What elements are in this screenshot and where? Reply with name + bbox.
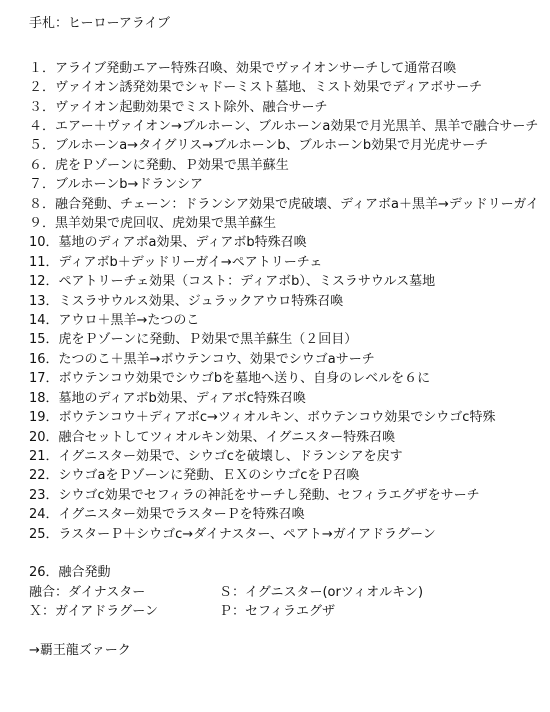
board-pendulum: Ｐ：セフィラエグザ [219, 604, 335, 620]
step-7: ７．ブルホーンb→ドランシア [29, 177, 204, 193]
step-26: 26．融合発動 [29, 565, 111, 581]
step-21: 21．イグニスター効果で、シウゴcを破壊し、ドランシアを戻す [29, 448, 403, 464]
step-10: 10．墓地のディアボa効果、ディアボb特殊召喚 [29, 235, 307, 251]
step-6: ６．虎をＰゾーンに発動、Ｐ効果で黒羊蘇生 [29, 157, 289, 173]
step-22: 22．シウゴaをＰゾーンに発動、ＥＸのシウゴcをＰ召喚 [29, 468, 360, 484]
step-5: ５．ブルホーンa→タイグリス→ブルホーンb、ブルホーンb効果で月光虎サーチ [29, 138, 489, 154]
spacer [29, 544, 541, 563]
board-synchro: Ｓ：イグニスター(orツィオルキン) [219, 584, 424, 600]
step-12: 12．ペアトリーチェ効果（コスト：ディアボb）、ミスラサウルス墓地 [29, 274, 436, 290]
step-1: １．アライブ発動エアー特殊召喚、効果でヴァイオンサーチして通常召喚 [29, 60, 457, 76]
step-13: 13．ミスラサウルス効果、ジュラックアウロ特殊召喚 [29, 293, 344, 309]
step-20: 20．融合セットしてツィオルキン効果、イグニスター特殊召喚 [29, 429, 396, 445]
step-9: ９．黒羊効果で虎回収、虎効果で黒羊蘇生 [29, 216, 277, 232]
spacer [29, 622, 541, 641]
board-xyz: Ｘ：ガイアドラグーン [29, 604, 158, 620]
step-16: 16．たつのこ＋黒羊→ボウテンコウ、効果でシウゴaサーチ [29, 351, 375, 367]
step-17: 17．ボウテンコウ効果でシウゴbを墓地へ送り、自身のレベルを６に [29, 371, 431, 387]
step-8: ８．融合発動、チェーン：ドランシア効果で虎破壊、ディアボa＋黒羊→デッドリーガイ [29, 196, 539, 212]
step-14: 14．アウロ＋黒羊→たつのこ [29, 313, 200, 329]
step-24: 24．イグニスター効果でラスターＰを特殊召喚 [29, 507, 305, 523]
step-18: 18．墓地のディアボb効果、ディアボc特殊召喚 [29, 390, 306, 406]
board-fusion: 融合：ダイナスター [29, 584, 146, 600]
step-23: 23．シウゴc効果でセフィラの神託をサーチし発動、セフィラエグザをサーチ [29, 487, 480, 503]
step-11: 11．ディアボb＋デッドリーガイ→ペアトリーチェ [29, 254, 323, 270]
step-25: 25．ラスターＰ＋シウゴc→ダイナスター、ペアト→ガイアドラグーン [29, 526, 436, 542]
board-row-2 [29, 602, 541, 621]
step-19: 19．ボウテンコウ＋ディアボc→ツィオルキン、ボウテンコウ効果でシウゴc特殊 [29, 410, 496, 426]
step-4: ４．エアー＋ヴァイオン→ブルホーン、ブルホーンa効果で月光黒羊、黒羊で融合サーチ [29, 119, 539, 135]
spacer [29, 33, 541, 52]
document-body [29, 14, 541, 660]
board-row-1 [29, 583, 541, 602]
step-2: ２．ヴァイオン誘発効果でシャドーミスト墓地、ミスト効果でディアボサーチ [29, 80, 483, 96]
final-result: →覇王龍ズァーク [29, 642, 131, 658]
hand-title: 手札：ヒーローアライブ [29, 16, 171, 31]
step-3: ３．ヴァイオン起動効果でミスト除外、融合サーチ [29, 99, 328, 115]
step-15: 15．虎をＰゾーンに発動、Ｐ効果で黒羊蘇生（２回目） [29, 332, 358, 348]
